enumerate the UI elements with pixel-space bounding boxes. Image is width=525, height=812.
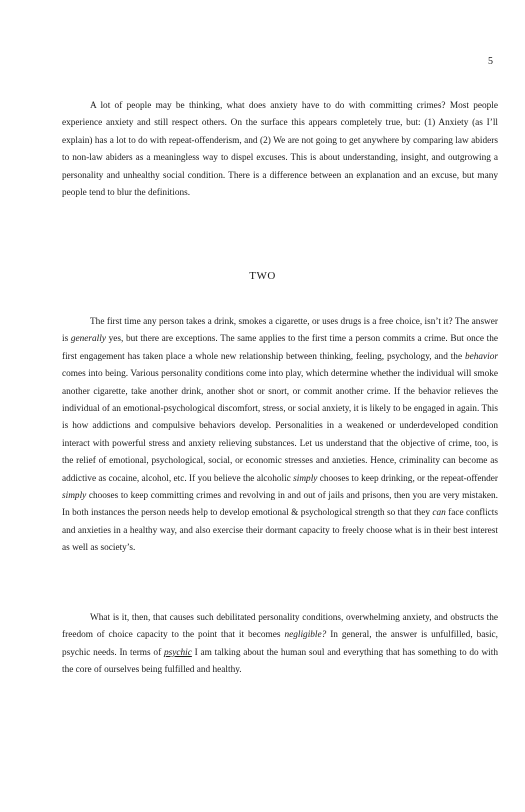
emphasis-simply: simply <box>62 491 87 502</box>
page-number: 5 <box>488 56 493 67</box>
text-run: I am talking about the human soul and everything that has something to do with the core of ourselves being fulfilled and healthy. <box>62 647 498 676</box>
paragraph-psychic-needs <box>62 610 498 680</box>
text-run: The first time any person takes a drink, smokes a cigarette, or uses drugs is a free choice, isn’t it? The answer is <box>62 317 498 345</box>
text-run: comes into being. Various personality conditions come into play, which determine whether the individual will smoke another cigarette, take another drink, another shot or snort, or commit another crime. If the behavior relieves the individual of an emotional-psychological discomfort, stress, or social anxiety, it is likely to be engaged in again. This is how addictions and compulsive behaviors develop. Personalities in a weakened or underdeveloped condition interact with powerful stress and anxiety relieving substances. Let us understand that the objective of crime, too, is the relief of emotional, psychological, social, or economic stresses and anxieties. Hence, criminality can become as addictive as cocaine, alcohol, etc. If you believe the alcoholic <box>62 369 498 484</box>
emphasis-can: can <box>432 508 446 519</box>
paragraph-free-choice <box>62 314 498 558</box>
text-run: yes, but there are exceptions. The same applies to the first time a person commits a crime. But once the first engagement has taken place a whole new relationship between thinking, feeling, psychology, and the <box>62 334 498 362</box>
text-run: What is it, then, that causes such debilitated personality conditions, overwhelming anxiety, and obstructs the freedom of choice capacity to the point that it becomes <box>62 613 498 641</box>
emphasis-behavior: behavior <box>464 351 498 362</box>
emphasis-generally: generally <box>70 334 106 345</box>
text-run: face conflicts and anxieties in a healthy way, and also exercise their dormant capacity to freely choose what is in their best interest as well as society’s. <box>62 508 498 554</box>
text-run: chooses to keep committing crimes and revolving in and out of jails and prisons, then you are very mistaken. In both instances the person needs help to develop emotional & psychological strength so that they <box>62 491 498 519</box>
emphasis-negligible: negligible? <box>284 630 327 641</box>
text-run: chooses to keep drinking, or the repeat-offender <box>317 473 498 484</box>
text-run: In general, the answer is unfulfilled, basic, psychic needs. In terms of <box>62 630 499 658</box>
chapter-heading: TWO <box>249 270 276 282</box>
paragraph-anxiety-intro: A lot of people may be thinking, what does anxiety have to do with committing crimes? Most people experience anxiety and still respect others. On the surface this appears completely true, but: (1) Anxiety (as I’ll explain) has a lot to do with repeat-offenderism, and (2) We are not going to get anywhere by comparing law abiders to non-law abiders as a meaningless way to dispel excuses. This is about understanding, insight, and outgrowing a personality and unhealthy social condition. There is a difference between an explanation and an excuse, but many people tend to blur the definitions. <box>62 101 498 199</box>
underlined-psychic: psychic <box>163 647 192 658</box>
emphasis-simply: simply <box>293 473 318 484</box>
